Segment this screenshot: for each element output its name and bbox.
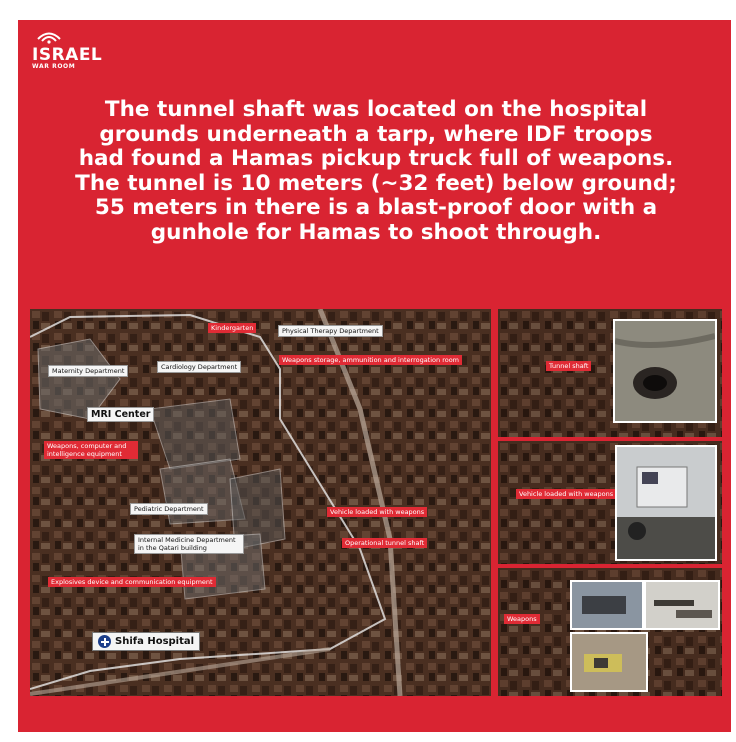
satellite-panel-weapons [498,568,722,696]
satellite-map-main [30,309,491,696]
logo-name: ISRAEL [32,45,103,65]
weapons-photo-3 [570,632,648,692]
hospital-name: Shifa Hospital [115,636,195,647]
infographic-card [18,20,731,732]
weapons-photo-1 [570,580,644,630]
map-label-weapons-storage: Weapons storage, ammunition and interrogation room [279,355,462,365]
map-label-physical-therapy: Physical Therapy Department [278,325,383,337]
headline-line: The tunnel is 10 meters (~32 feet) below ground; [75,170,677,196]
headline-line: grounds underneath a tarp, where IDF troops [99,121,653,147]
map-label-vehicle: Vehicle loaded with weapons [327,507,427,517]
weapons-image [572,582,642,628]
headline-line: The tunnel shaft was located on the hospital [104,97,648,122]
pickup-truck-image [617,447,715,559]
map-label-maternity: Maternity Department [48,365,128,377]
satellite-panel-tunnel [498,309,722,437]
headline [46,98,706,245]
panel-label-vehicle: Vehicle loaded with weapons [516,489,616,499]
map-label-cardiology: Cardiology Department [157,361,241,373]
map-label-operational-tunnel: Operational tunnel shaft [342,538,427,548]
vehicle-photo [615,445,717,561]
logo-subtitle: WAR ROOM [32,63,76,70]
hospital-cross-icon [98,635,111,648]
weapons-image [572,634,646,690]
headline-line: gunhole for Hamas to shoot through. [150,219,602,245]
map-label-internal-medicine: Internal Medicine Department in the Qatari building [134,534,244,554]
headline-line: 55 meters in there is a blast-proof door with a [94,195,658,220]
map-label-explosives: Explosives device and communication equipment [48,577,216,587]
map-label-weapons-computer: Weapons, computer and intelligence equipment [44,441,138,459]
map-label-kindergarten: Kindergarten [208,323,256,333]
map-label-pediatric: Pediatric Department [130,503,208,515]
tunnel-shaft-image [615,321,715,421]
tunnel-shaft-photo [613,319,717,423]
weapons-photo-2 [644,580,720,630]
panel-label-tunnel: Tunnel shaft [546,361,591,371]
panel-label-weapons: Weapons [504,614,540,624]
weapons-image [646,582,718,628]
hospital-label [92,632,200,651]
satellite-panel-vehicle [498,441,722,564]
map-label-mri: MRI Center [87,407,154,422]
wifi-signal-icon [36,30,62,44]
headline-line: had found a Hamas pickup truck full of weapons. [78,146,674,171]
